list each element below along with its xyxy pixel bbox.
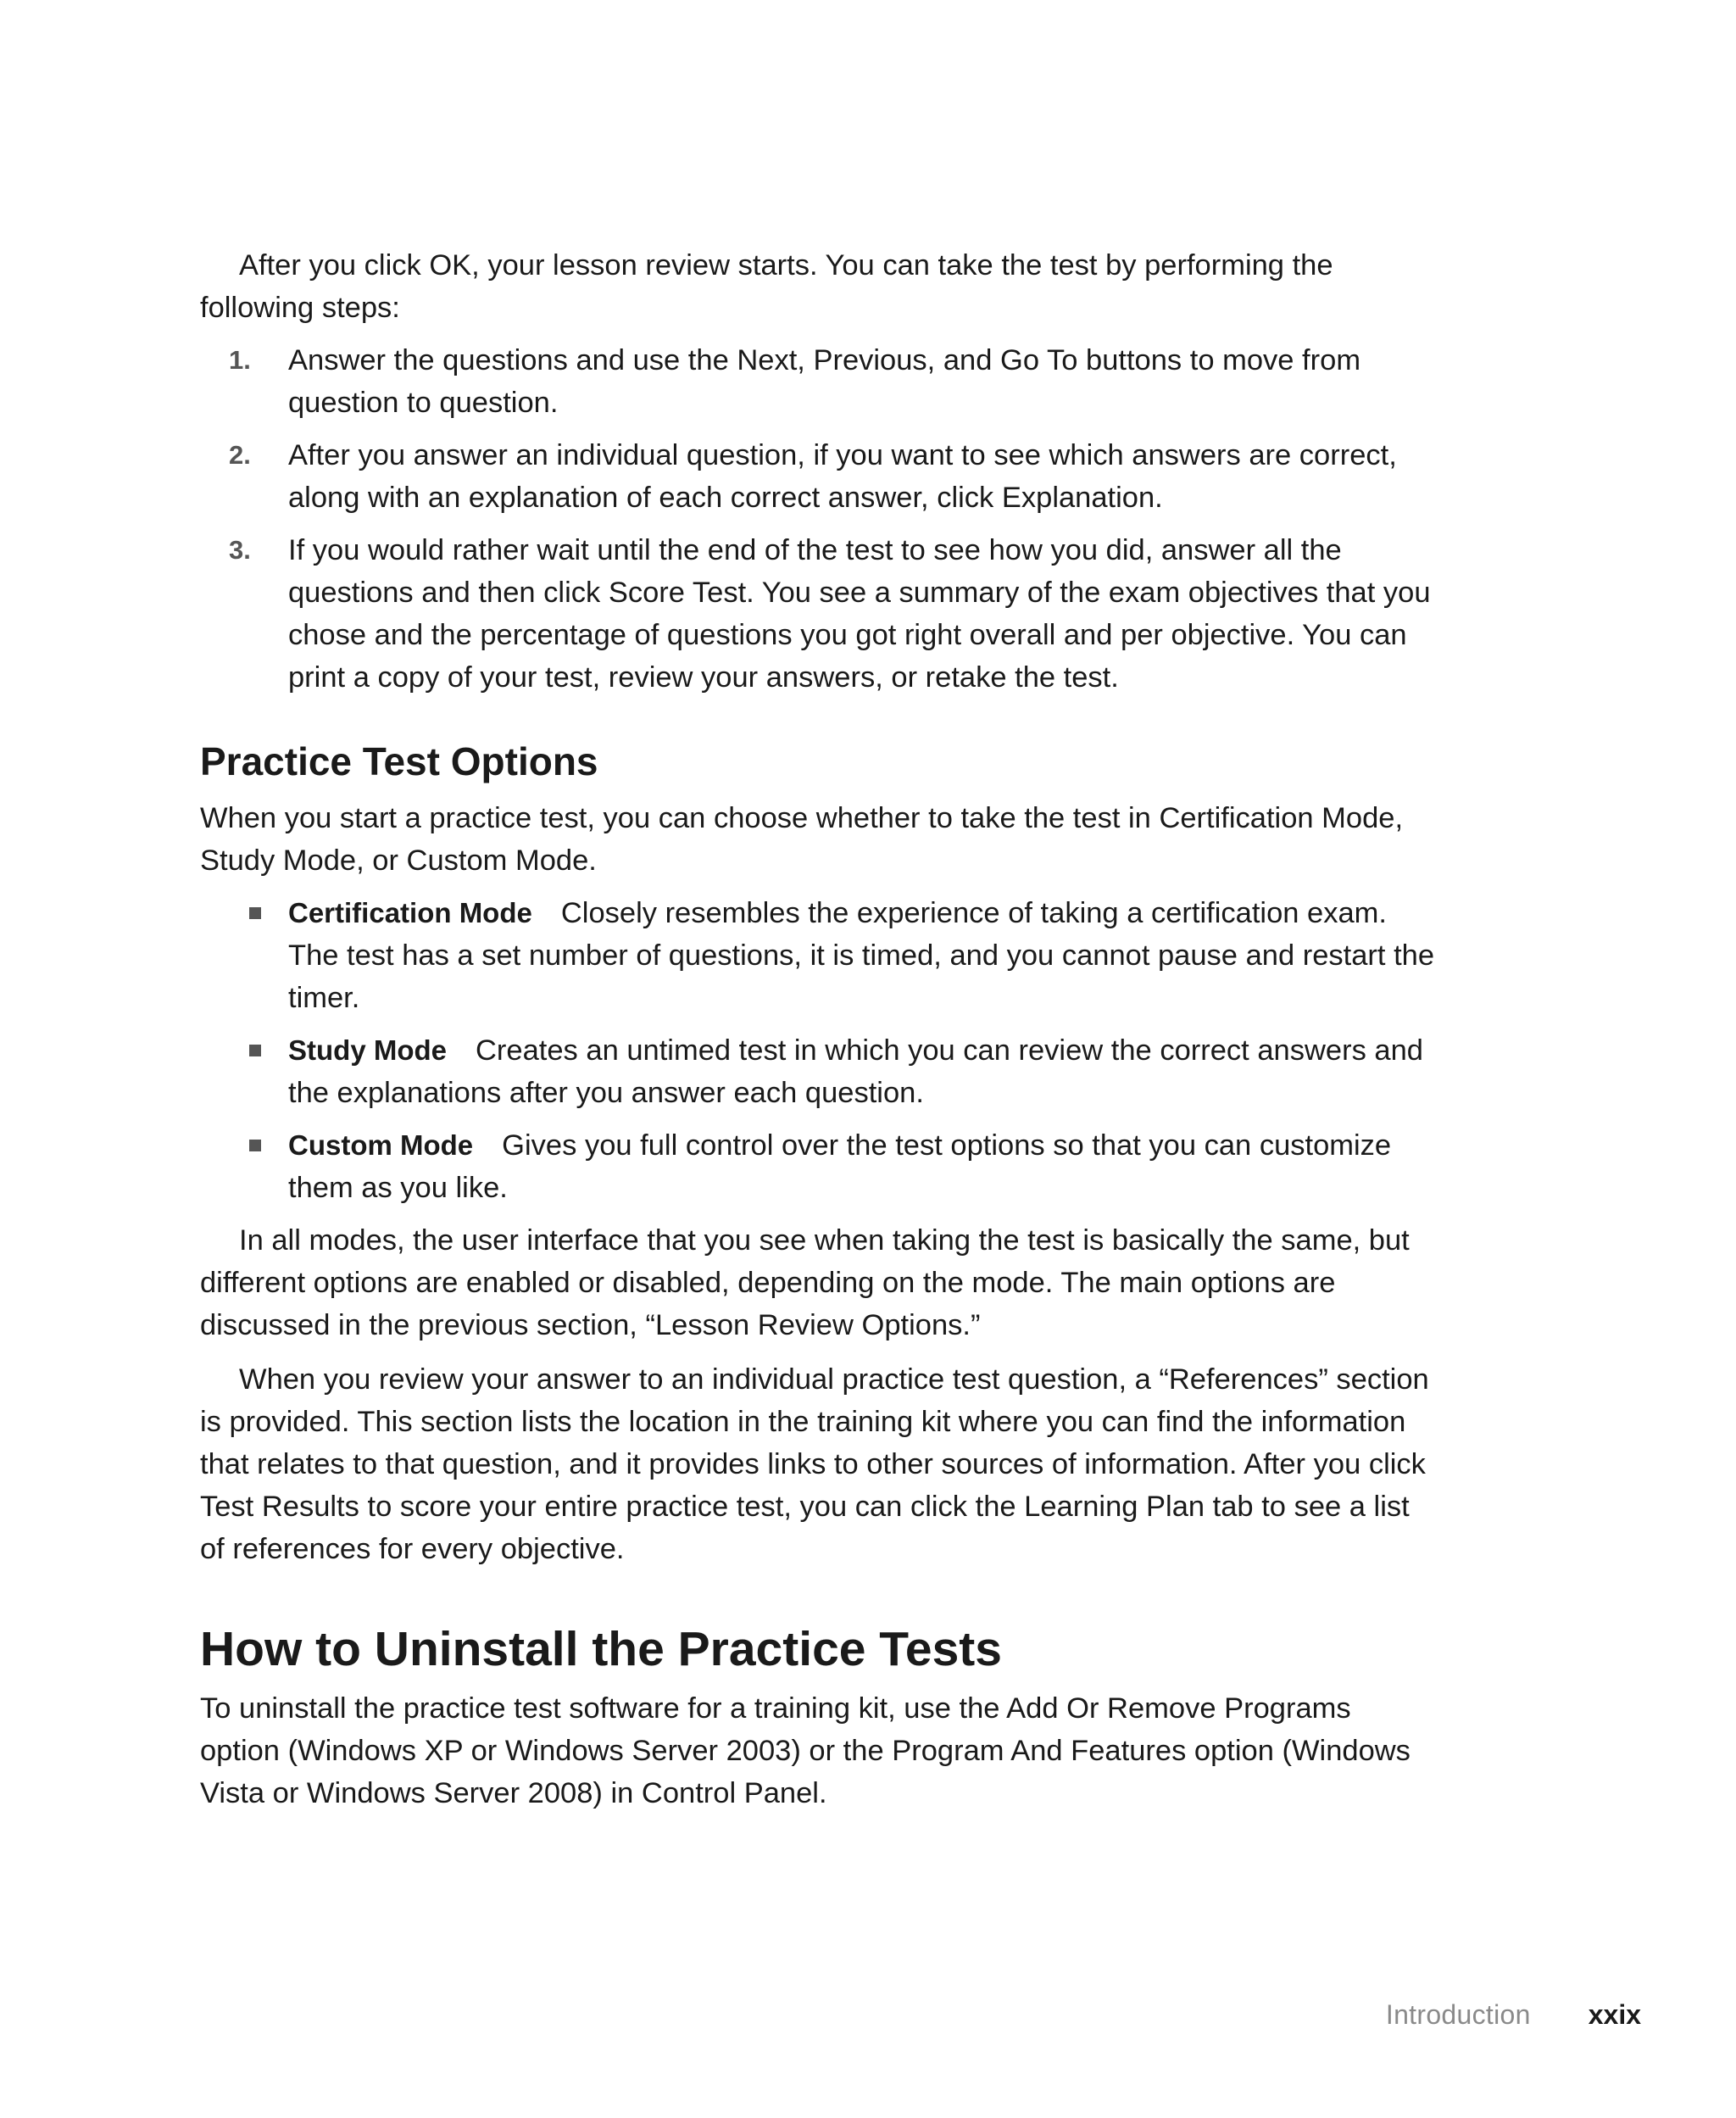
list-item-study-mode — [200, 1029, 1438, 1114]
modes-paragraph: In all modes, the user interface that you see when taking the test is basically the same, but different options are enabled or disabled, depending on the mode. The main options are discussed in the previous section, “Lesson Review Options.” — [200, 1224, 1410, 1341]
footer-page-number: xxix — [1588, 1999, 1641, 2030]
list-item-step-3 — [200, 529, 1438, 699]
intro-paragraph: After you click OK, your lesson review starts. You can take the test by performing the following steps: — [200, 249, 1333, 324]
step-text: If you would rather wait until the end of the test to see how you did, answer all the questions and then click Score Test. You see a summary of the exam objectives that you chose and the percentage of questions you got right overall and per objective. You can print a copy of your test, review your answers, or retake the test. — [288, 534, 1431, 694]
step-text: After you answer an individual question, if you want to see which answers are correct, along with an explanation of each correct answer, click Explanation. — [288, 439, 1397, 514]
practice-options-intro: When you start a practice test, you can choose whether to take the test in Certification Mode, Study Mode, or Custom Mode. — [200, 802, 1404, 877]
mode-description: Creates an untimed test in which you can review the correct answers and the explanations after you answer each question. — [288, 1034, 1423, 1109]
square-bullet-icon — [249, 1045, 261, 1056]
practice-test-options-heading: Practice Test Options — [200, 739, 598, 783]
uninstall-heading: How to Uninstall the Practice Tests — [200, 1622, 1002, 1676]
page-content — [200, 244, 1438, 1814]
step-text: Answer the questions and use the Next, Previous, and Go To buttons to move from question to question. — [288, 344, 1361, 419]
step-number: 1. — [229, 345, 251, 375]
uninstall-paragraph: To uninstall the practice test software for a training kit, use the Add Or Remove Programs option (Windows XP or Windows Server 2003) or the Program And Features option (Windows Vista or Windows Server 2008) in Control Panel. — [200, 1692, 1410, 1809]
square-bullet-icon — [249, 1140, 261, 1151]
mode-term: Study Mode — [288, 1034, 447, 1066]
list-item-step-1 — [200, 339, 1438, 424]
list-item-step-2 — [200, 434, 1438, 519]
mode-description: Closely resembles the experience of taking a certification exam. The test has a set number of questions, it is timed, and you cannot pause and restart the timer. — [288, 897, 1435, 1014]
page-footer — [1386, 1998, 1641, 2032]
footer-section-label: Introduction — [1385, 1999, 1531, 2030]
step-number: 3. — [229, 535, 251, 565]
modes-list — [200, 892, 1438, 1209]
list-item-custom-mode — [200, 1124, 1438, 1209]
references-paragraph: When you review your answer to an individual practice test question, a “References” section is provided. This section lists the location in the training kit where you can find the information that relates to that question, and it provides links to other sources of information. After you click Test Results to score your entire practice test, you can click the Learning Plan tab to see a list of references for every objective. — [200, 1363, 1429, 1565]
mode-description: Gives you full control over the test options so that you can customize them as you like. — [288, 1129, 1392, 1204]
square-bullet-icon — [249, 907, 261, 919]
mode-term: Certification Mode — [288, 897, 532, 928]
steps-list — [200, 339, 1438, 699]
list-item-certification-mode — [200, 892, 1438, 1019]
mode-term: Custom Mode — [288, 1129, 474, 1161]
step-number: 2. — [229, 440, 251, 470]
